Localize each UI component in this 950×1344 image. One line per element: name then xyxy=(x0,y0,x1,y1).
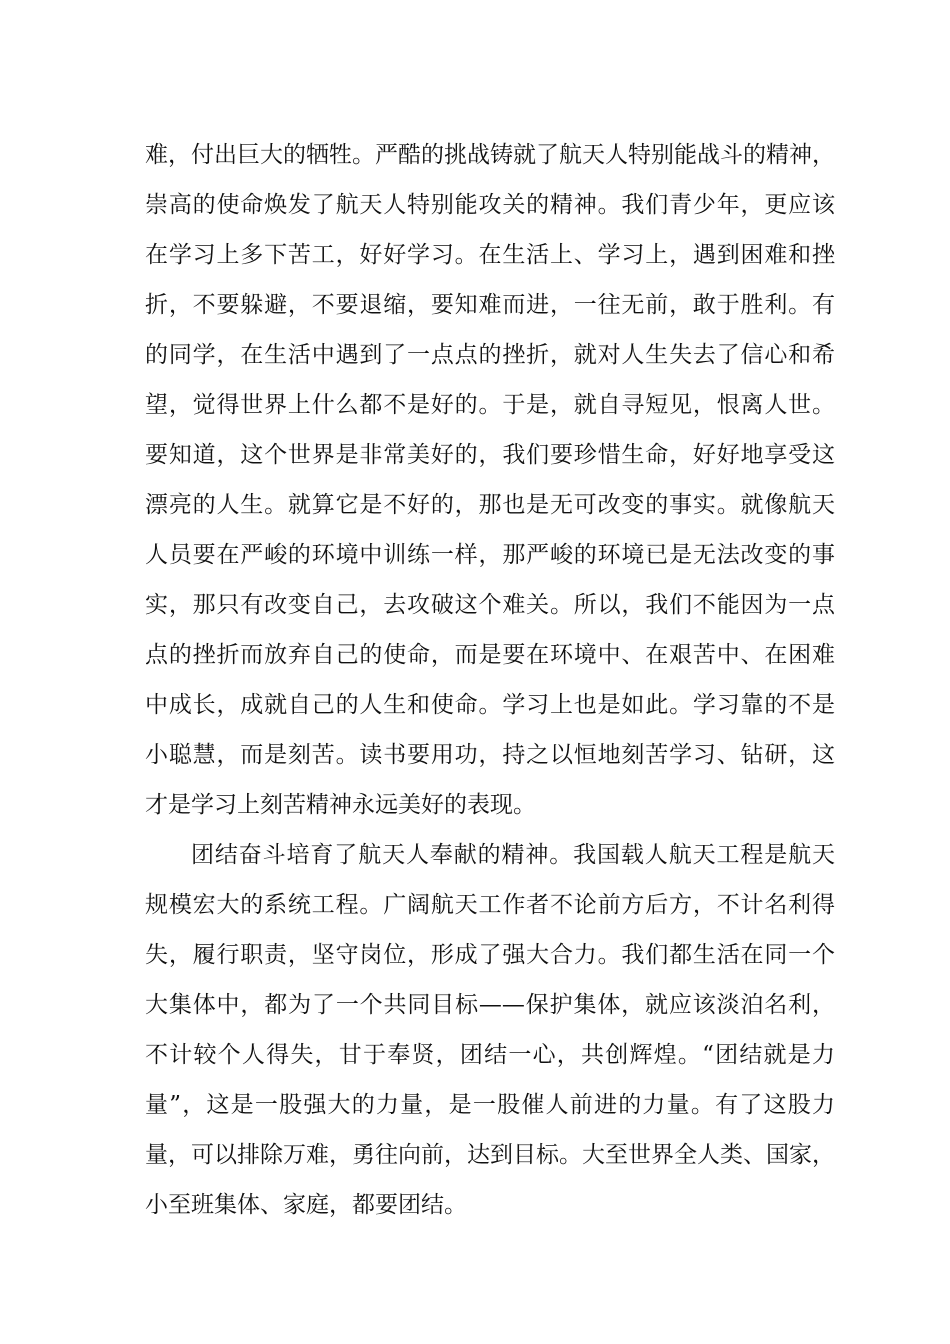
text-line: 实，那只有改变自己，去攻破这个难关。所以，我们不能因为一点 xyxy=(145,592,835,618)
text-line: 小至班集体、家庭，都要团结。 xyxy=(145,1192,467,1218)
text-line: 才是学习上刻苦精神永远美好的表现。 xyxy=(145,792,536,818)
text-line: 望，觉得世界上什么都不是好的。于是，就自寻短见，恨离人世。 xyxy=(145,392,835,418)
text-line: 要知道，这个世界是非常美好的，我们要珍惜生命，好好地享受这 xyxy=(145,442,835,468)
text-line: 小聪慧，而是刻苦。读书要用功，持之以恒地刻苦学习、钻研，这 xyxy=(145,742,835,768)
document-body xyxy=(145,130,835,1230)
text-line: 中成长，成就自己的人生和使命。学习上也是如此。学习靠的不是 xyxy=(145,692,835,718)
text-line: 规模宏大的系统工程。广阔航天工作者不论前方后方，不计名利得 xyxy=(145,892,835,918)
text-line: 失，履行职责，坚守岗位，形成了强大合力。我们都生活在同一个 xyxy=(145,942,835,968)
text-line: 的同学，在生活中遇到了一点点的挫折，就对人生失去了信心和希 xyxy=(145,342,835,368)
text-line: 大集体中，都为了一个共同目标——保护集体，就应该淡泊名利， xyxy=(145,992,835,1018)
text-line: 难，付出巨大的牺牲。严酷的挑战铸就了航天人特别能战斗的精神， xyxy=(145,142,835,168)
paragraph-first-line: 团结奋斗培育了航天人奉献的精神。我国载人航天工程是航天 xyxy=(191,842,835,868)
text-line: 漂亮的人生。就算它是不好的，那也是无可改变的事实。就像航天 xyxy=(145,492,835,518)
text-line: 折，不要躲避，不要退缩，要知难而进，一往无前，敢于胜利。有 xyxy=(145,292,835,318)
text-line: 量”，这是一股强大的力量，是一股催人前进的力量。有了这股力 xyxy=(145,1092,835,1118)
text-line: 崇高的使命焕发了航天人特别能攻关的精神。我们青少年，更应该 xyxy=(145,192,835,218)
text-line: 不计较个人得失，甘于奉贤，团结一心，共创辉煌。“团结就是力 xyxy=(145,1042,835,1068)
text-line: 在学习上多下苦工，好好学习。在生活上、学习上，遇到困难和挫 xyxy=(145,242,835,268)
text-line: 量，可以排除万难，勇往向前，达到目标。大至世界全人类、国家， xyxy=(145,1142,835,1168)
text-line: 点的挫折而放弃自己的使命，而是要在环境中、在艰苦中、在困难 xyxy=(145,642,835,668)
text-line: 人员要在严峻的环境中训练一样，那严峻的环境已是无法改变的事 xyxy=(145,542,835,568)
